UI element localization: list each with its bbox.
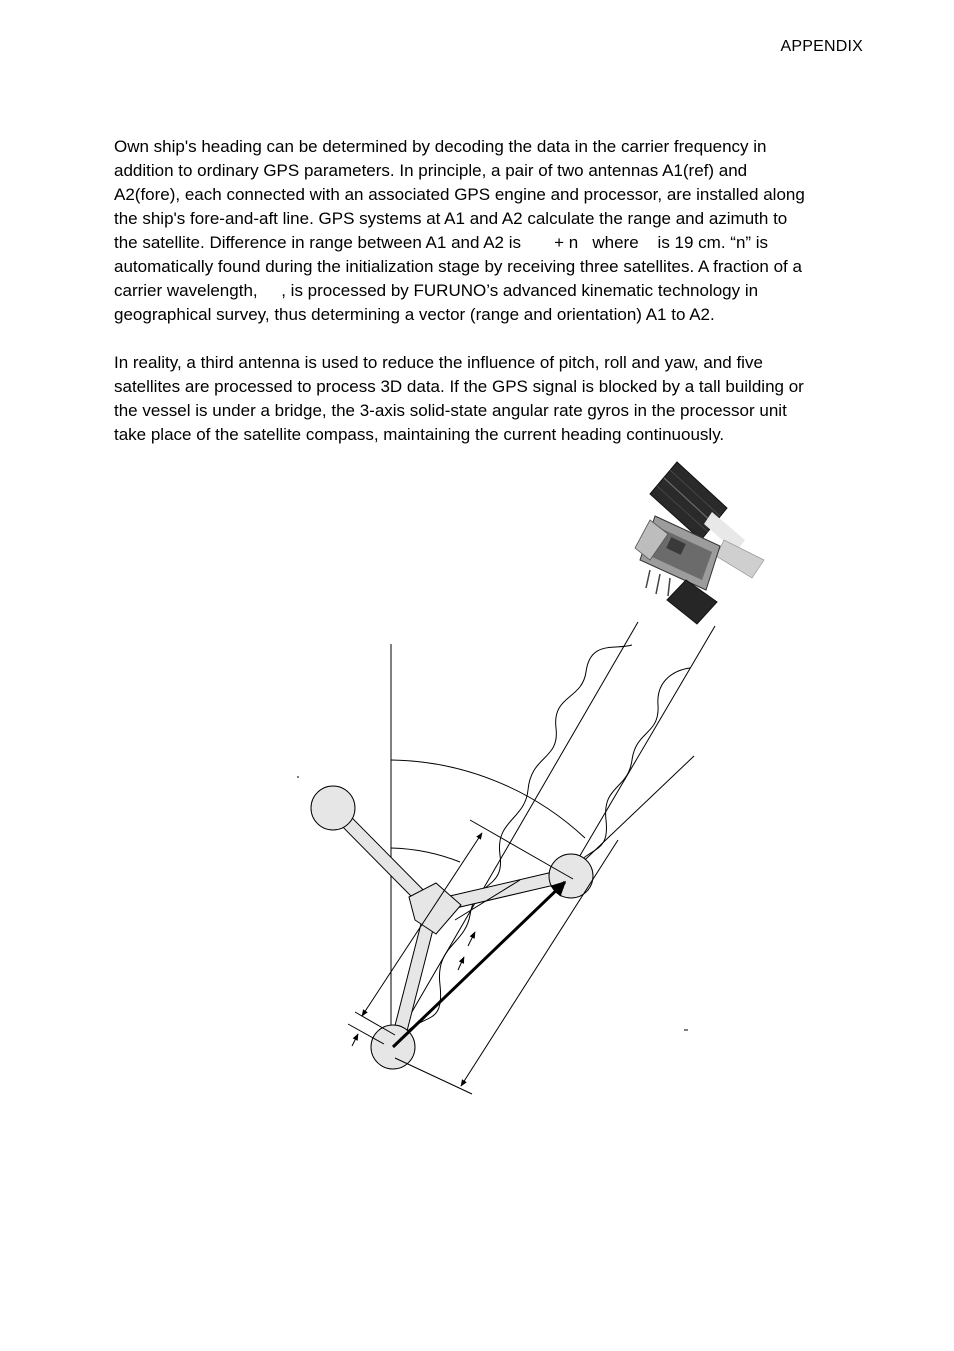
paragraph-heading-principle: [114, 135, 866, 327]
section-header: APPENDIX: [780, 38, 863, 55]
paragraph-third-antenna: [114, 351, 866, 447]
antenna-a3: [311, 786, 355, 830]
text-line: A2(fore), each connected with an associated GPS engine and processor, are installed along: [114, 185, 805, 204]
extension-tick: [395, 1058, 472, 1094]
text-line: the vessel is under a bridge, the 3-axis solid-state angular rate gyros in the processor unit: [114, 401, 787, 420]
antenna-frame: [347, 822, 560, 1040]
text-line: geographical survey, thus determining a vector (range and orientation) A1 to A2.: [114, 305, 715, 324]
text-line: Own ship's heading can be determined by decoding the data in the carrier frequency in: [114, 137, 767, 156]
baseline-extension: [568, 756, 694, 876]
text-line: the ship's fore-and-aft line. GPS systems at A1 and A2 calculate the range and azimuth to: [114, 209, 788, 228]
text-line: satellites are processed to process 3D data. If the GPS signal is blocked by a tall building or: [114, 377, 804, 396]
carrier-wave-a1: [400, 645, 632, 1040]
text-line: carrier wavelength, , is processed by FURUNO’s advanced kinematic technology in: [114, 281, 759, 300]
wavelength-arrow: [458, 957, 464, 970]
wavelength-arrow: [468, 932, 475, 946]
satellite-icon: [635, 462, 764, 624]
heading-angle-arc: [391, 848, 460, 862]
text-line: take place of the satellite compass, maintaining the current heading continuously.: [114, 425, 725, 444]
text-line: addition to ordinary GPS parameters. In principle, a pair of two antennas A1(ref) and: [114, 161, 748, 180]
signal-ray-a2: [568, 626, 715, 876]
azimuth-arc: [391, 760, 585, 838]
signal-ray-a1: [391, 622, 638, 1048]
text-line: automatically found during the initialization stage by receiving three satellites. A fraction of a: [114, 257, 802, 276]
fraction-arrow: [352, 1034, 358, 1046]
text-line: the satellite. Difference in range between A1 and A2 is + n where is 19 cm. “n” is: [114, 233, 769, 252]
text-line: In reality, a third antenna is used to reduce the influence of pitch, roll and yaw, and five: [114, 353, 763, 372]
extension-tick: [470, 820, 573, 879]
satellite-compass-diagram: [0, 455, 954, 1115]
